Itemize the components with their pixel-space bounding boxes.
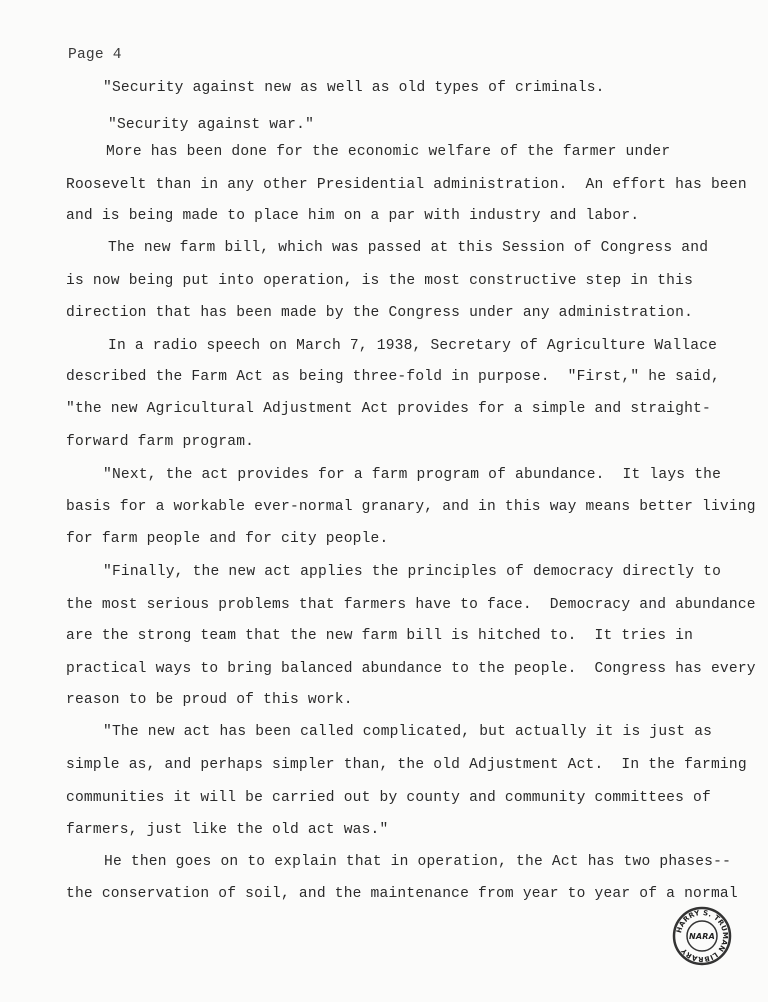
text-line: for farm people and for city people.: [66, 531, 389, 547]
text-line: He then goes on to explain that in operation, the Act has two phases--: [104, 854, 732, 870]
stamp-center-text: NARA: [688, 932, 716, 941]
text-line: practical ways to bring balanced abundance to the people. Congress has every: [66, 661, 756, 677]
text-line: direction that has been made by the Congress under any administration.: [66, 305, 694, 321]
page-number: Page 4: [68, 47, 122, 63]
text-line: described the Farm Act as being three-fold in purpose. "First," he said,: [66, 369, 720, 385]
text-line: The new farm bill, which was passed at this Session of Congress and: [108, 240, 709, 256]
text-line: "Next, the act provides for a farm program of abundance. It lays the: [103, 467, 722, 483]
text-line: "the new Agricultural Adjustment Act provides for a simple and straight-: [66, 401, 711, 417]
text-line: the most serious problems that farmers have to face. Democracy and abundance: [66, 597, 756, 613]
text-line: is now being put into operation, is the most constructive step in this: [66, 273, 694, 289]
text-line: simple as, and perhaps simpler than, the old Adjustment Act. In the farming: [66, 757, 747, 773]
stamp-ring-text: HARRY S. TRUMAN LIBRARY: [675, 908, 730, 964]
text-line: are the strong team that the new farm bill is hitched to. It tries in: [66, 628, 694, 644]
text-line: "Finally, the new act applies the principles of democracy directly to: [103, 564, 722, 580]
text-line: Roosevelt than in any other Presidential administration. An effort has been: [66, 177, 747, 193]
text-line: More has been done for the economic welfare of the farmer under: [106, 144, 671, 160]
text-line: communities it will be carried out by county and community committees of: [66, 790, 711, 806]
text-line: farmers, just like the old act was.": [66, 822, 389, 838]
text-line: reason to be proud of this work.: [66, 692, 353, 708]
text-line: "The new act has been called complicated, but actually it is just as: [103, 724, 713, 740]
text-line: "Security against war.": [108, 117, 315, 133]
text-line: the conservation of soil, and the maintenance from year to year of a normal: [66, 886, 738, 902]
text-line: "Security against new as well as old types of criminals.: [103, 80, 605, 96]
library-stamp-icon: [672, 906, 732, 966]
text-line: forward farm program.: [66, 434, 255, 450]
text-line: and is being made to place him on a par with industry and labor.: [66, 208, 640, 224]
text-line: In a radio speech on March 7, 1938, Secretary of Agriculture Wallace: [108, 338, 718, 354]
text-line: basis for a workable ever-normal granary, and in this way means better living: [66, 499, 756, 515]
